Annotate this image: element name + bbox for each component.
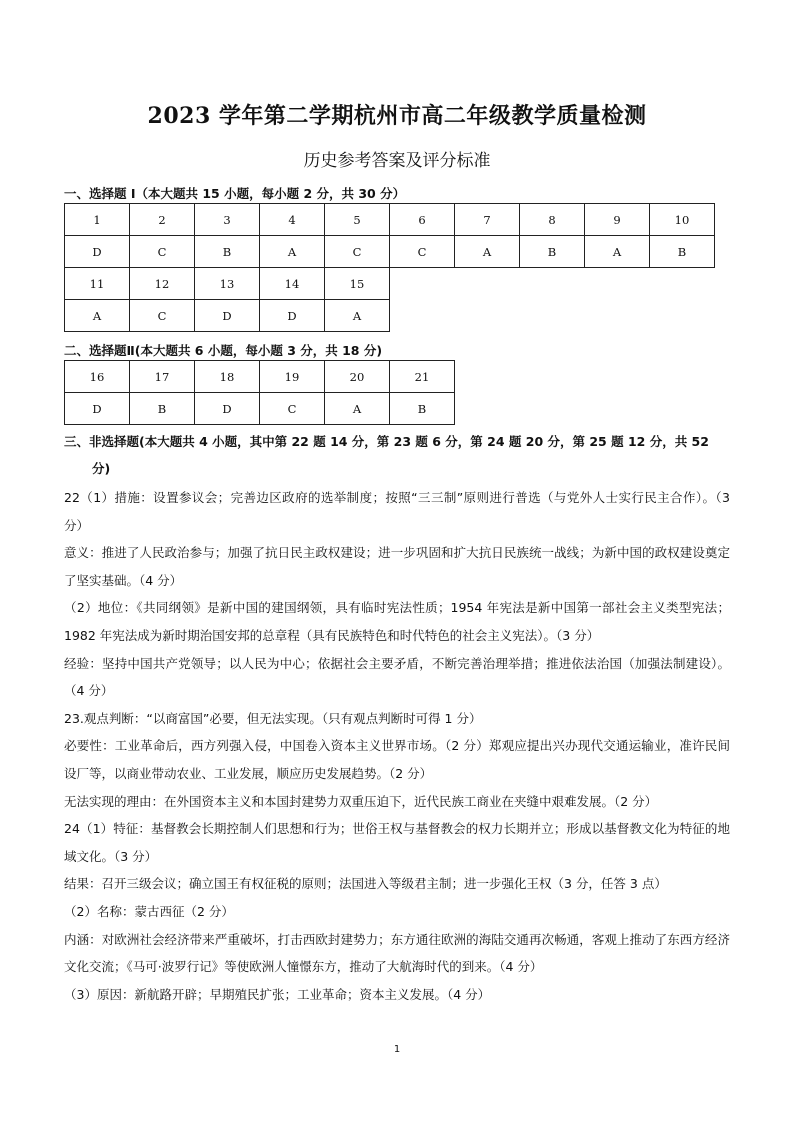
answer-paragraph: 24（1）特征：基督教会长期控制人们思想和行为；世俗王权与基督教会的权力长期并立；形成以基督教文化为特征的地域文化。（3 分） bbox=[64, 821, 730, 864]
document-title: 2023 学年第二学期杭州市高二年级教学质量检测 bbox=[147, 103, 647, 129]
answer-paragraph: （2）名称：蒙古西征（2 分） bbox=[64, 903, 234, 919]
empty-cell bbox=[585, 300, 650, 332]
answer-cell: D bbox=[195, 393, 260, 425]
question-number-cell: 5 bbox=[325, 204, 390, 236]
question-number-cell: 14 bbox=[260, 268, 325, 300]
answer-cell: A bbox=[325, 300, 390, 332]
answer-cell: A bbox=[65, 300, 130, 332]
table-row bbox=[65, 361, 455, 393]
question-number-cell: 11 bbox=[65, 268, 130, 300]
section1-heading: 一、选择题 I（本大题共 15 小题，每小题 2 分，共 30 分） bbox=[64, 186, 406, 201]
empty-cell bbox=[520, 300, 585, 332]
answer-cell: D bbox=[65, 393, 130, 425]
answer-cell: C bbox=[390, 236, 455, 268]
question-number-cell: 12 bbox=[130, 268, 195, 300]
answer-cell: D bbox=[65, 236, 130, 268]
question-number-cell: 8 bbox=[520, 204, 585, 236]
question-number-cell: 18 bbox=[195, 361, 260, 393]
document-subtitle: 历史参考答案及评分标准 bbox=[303, 151, 491, 171]
answer-paragraph: 23.观点判断：“以商富国”必要，但无法实现。（只有观点判断时可得 1 分） bbox=[64, 710, 482, 726]
empty-cell bbox=[390, 268, 455, 300]
section3-heading-line2: 分) bbox=[92, 461, 111, 476]
question-number-cell: 2 bbox=[130, 204, 195, 236]
question-number-cell: 3 bbox=[195, 204, 260, 236]
empty-cell bbox=[455, 268, 520, 300]
question-number-cell: 1 bbox=[65, 204, 130, 236]
table-row bbox=[65, 268, 715, 300]
answer-paragraph: 必要性：工业革命后，西方列强入侵，中国卷入资本主义世界市场。（2 分）郑观应提出兴办现代交通运输业，准许民间设厂等，以商业带动农业、工业发展，顺应历史发展趋势。（2 分） bbox=[64, 738, 730, 781]
answer-cell: B bbox=[130, 393, 195, 425]
page-number: 1 bbox=[393, 1044, 401, 1055]
answer-paragraph: 经验：坚持中国共产党领导；以人民为中心；依据社会主要矛盾，不断完善治理举措；推进依法治国（加强法制建设）。（4 分） bbox=[64, 655, 730, 699]
answer-paragraph: 意义：推进了人民政治参与；加强了抗日民主政权建设；进一步巩固和扩大抗日民族统一战线；为新中国的政权建设奠定了坚实基础。（4 分） bbox=[64, 545, 730, 588]
answer-cell: A bbox=[260, 236, 325, 268]
question-number-cell: 19 bbox=[260, 361, 325, 393]
table-row bbox=[65, 204, 715, 236]
answer-paragraph: （2）地位：《共同纲领》是新中国的建国纲领，具有临时宪法性质；1954 年宪法是新中国第一部社会主义类型宪法；1982 年宪法成为新时期治国安邦的总章程（具有民族特色和时代特色的社会主义宪法）。（3 分） bbox=[64, 600, 730, 643]
answer-cell: B bbox=[195, 236, 260, 268]
section2-answer-table bbox=[64, 360, 455, 425]
empty-cell bbox=[650, 268, 715, 300]
empty-cell bbox=[390, 300, 455, 332]
question-number-cell: 15 bbox=[325, 268, 390, 300]
answer-paragraph: 内涵：对欧洲社会经济带来严重破坏，打击西欧封建势力；东方通往欧洲的海陆交通再次畅通，客观上推动了东西方经济文化交流；《马可·波罗行记》等使欧洲人憧憬东方，推动了大航海时代的到来。（4 分） bbox=[64, 931, 730, 975]
answer-paragraph: 22（1）措施：设置参议会；完善边区政府的选举制度；按照“三三制”原则进行普选（与党外人士实行民主合作）。（3 分） bbox=[64, 490, 730, 533]
section3-heading bbox=[64, 428, 724, 482]
table-row bbox=[65, 393, 455, 425]
question-number-cell: 10 bbox=[650, 204, 715, 236]
answer-cell: C bbox=[130, 300, 195, 332]
question-number-cell: 4 bbox=[260, 204, 325, 236]
answer-cell: B bbox=[520, 236, 585, 268]
answer-cell: C bbox=[325, 236, 390, 268]
question-number-cell: 13 bbox=[195, 268, 260, 300]
empty-cell bbox=[585, 268, 650, 300]
answer-body bbox=[64, 484, 730, 1008]
answer-cell: B bbox=[390, 393, 455, 425]
question-number-cell: 6 bbox=[390, 204, 455, 236]
question-number-cell: 7 bbox=[455, 204, 520, 236]
answer-cell: A bbox=[455, 236, 520, 268]
table-row bbox=[65, 236, 715, 268]
answer-cell: C bbox=[260, 393, 325, 425]
answer-cell: D bbox=[195, 300, 260, 332]
answer-paragraph: （3）原因：新航路开辟；早期殖民扩张；工业革命；资本主义发展。（4 分） bbox=[64, 986, 491, 1002]
question-number-cell: 16 bbox=[65, 361, 130, 393]
answer-cell: D bbox=[260, 300, 325, 332]
answer-cell: A bbox=[585, 236, 650, 268]
section1-answer-table bbox=[64, 203, 715, 332]
answer-paragraph: 结果：召开三级会议；确立国王有权征税的原则；法国进入等级君主制；进一步强化王权（3 分，任答 3 点） bbox=[64, 876, 667, 892]
answer-cell: A bbox=[325, 393, 390, 425]
empty-cell bbox=[650, 300, 715, 332]
empty-cell bbox=[520, 268, 585, 300]
empty-cell bbox=[455, 300, 520, 332]
answer-paragraph: 无法实现的理由：在外国资本主义和本国封建势力双重压迫下，近代民族工商业在夹缝中艰难发展。（2 分） bbox=[64, 793, 658, 809]
section3-heading-line1: 三、非选择题(本大题共 4 小题，其中第 22 题 14 分，第 23 题 6 分，第 24 题 20 分，第 25 题 12 分，共 52 bbox=[64, 434, 709, 449]
question-number-cell: 17 bbox=[130, 361, 195, 393]
section2-heading: 二、选择题Ⅱ(本大题共 6 小题，每小题 3 分，共 18 分) bbox=[64, 343, 383, 358]
answer-cell: C bbox=[130, 236, 195, 268]
question-number-cell: 21 bbox=[390, 361, 455, 393]
question-number-cell: 20 bbox=[325, 361, 390, 393]
table-row bbox=[65, 300, 715, 332]
answer-cell: B bbox=[650, 236, 715, 268]
question-number-cell: 9 bbox=[585, 204, 650, 236]
